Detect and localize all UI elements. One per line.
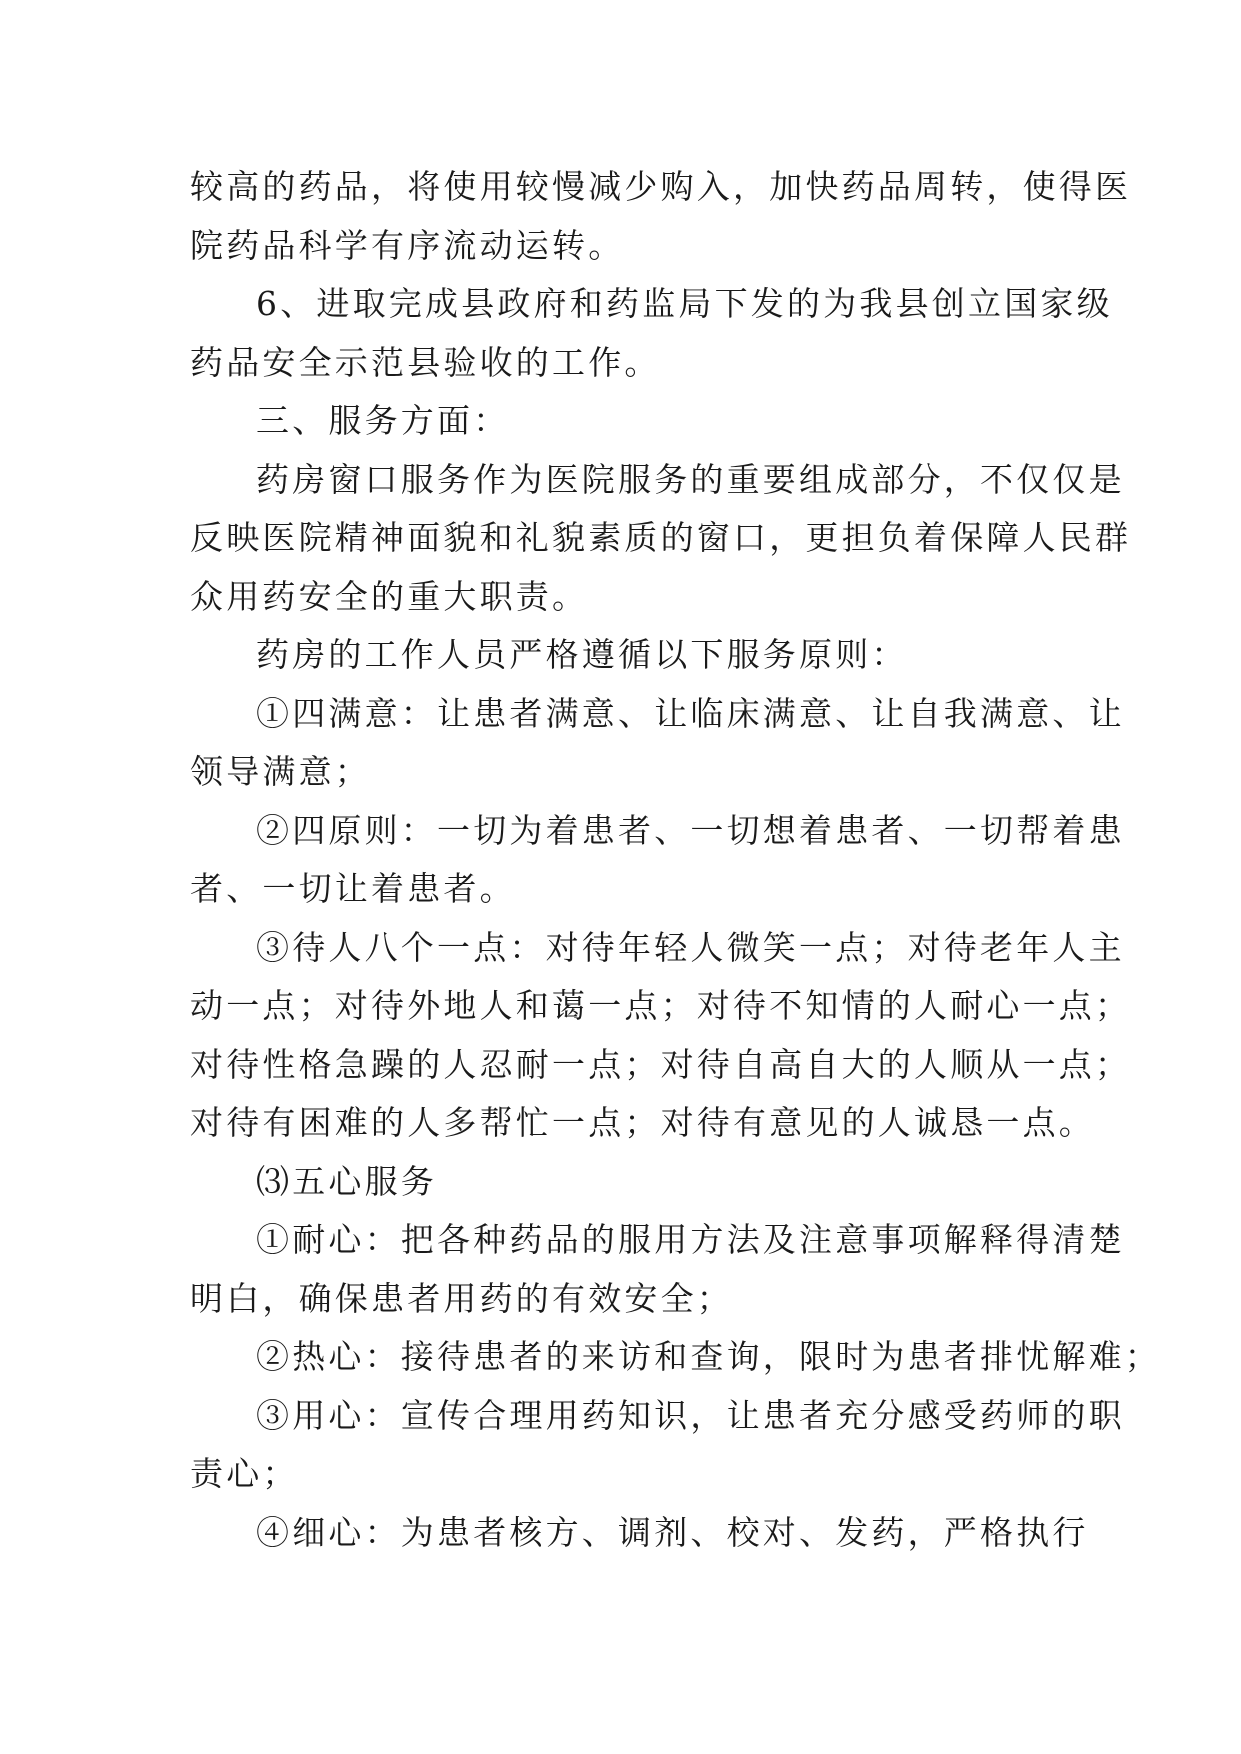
text-line: 明白，确保患者用药的有效安全； xyxy=(190,1278,733,1318)
text-line: 动一点；对待外地人和蔼一点；对待不知情的人耐心一点； xyxy=(190,986,1132,1025)
text-line: 众用药安全的重大职责。 xyxy=(190,576,589,616)
text-line: ③待人八个一点：对待年轻人微笑一点；对待老年人主 xyxy=(256,927,1125,967)
document-body xyxy=(190,158,1161,1562)
text-line: ⑶五心服务 xyxy=(256,1161,437,1201)
text-line: ②四原则：一切为着患者、一切想着患者、一切帮着患 xyxy=(256,810,1125,850)
text-line: 者、一切让着患者。 xyxy=(190,869,516,908)
text-line: 责心； xyxy=(190,1454,299,1493)
text-line: ②热心：接待患者的来访和查询，限时为患者排忧解难； xyxy=(256,1337,1161,1376)
text-line: 对待有困难的人多帮忙一点；对待有意见的人诚恳一点。 xyxy=(190,1103,1095,1142)
text-line: 药品安全示范县验收的工作。 xyxy=(190,342,661,382)
text-line: 院药品科学有序流动运转。 xyxy=(190,225,625,265)
text-line: 对待性格急躁的人忍耐一点；对待自高自大的人顺从一点； xyxy=(190,1044,1132,1084)
text-line: 反映医院精神面貌和礼貌素质的窗口，更担负着保障人民群 xyxy=(190,518,1132,557)
text-line: 领导满意； xyxy=(190,752,371,791)
text-line: ④细心：为患者核方、调剂、校对、发药，严格执行 xyxy=(256,1512,1089,1552)
text-line: 6、进取完成县政府和药监局下发的为我县创立国家级 xyxy=(256,284,1113,323)
text-line: 较高的药品，将使用较慢减少购入，加快药品周转，使得医 xyxy=(190,167,1132,206)
text-line: ①四满意：让患者满意、让临床满意、让自我满意、让 xyxy=(256,693,1125,733)
text-line: 药房窗口服务作为医院服务的重要组成部分，不仅仅是 xyxy=(256,459,1125,499)
text-line: 药房的工作人员严格遵循以下服务原则： xyxy=(256,635,908,674)
text-line: ③用心：宣传合理用药知识，让患者充分感受药师的职 xyxy=(256,1395,1125,1435)
text-line: 三、服务方面： xyxy=(256,401,510,440)
text-line: ①耐心：把各种药品的服用方法及注意事项解释得清楚 xyxy=(256,1220,1125,1259)
